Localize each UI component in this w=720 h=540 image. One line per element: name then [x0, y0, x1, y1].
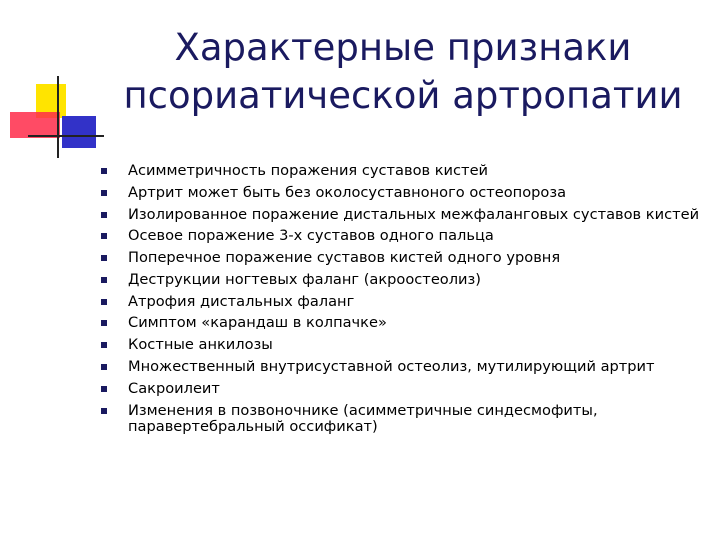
- bullet-text: Поперечное поражение суставов кистей одного уровня: [128, 249, 561, 267]
- bullet-text: Асимметричность поражения суставов кистей: [128, 162, 489, 179]
- bullet-item: [101, 337, 706, 354]
- square-bullet-icon: [101, 168, 107, 174]
- square-bullet-icon: [101, 277, 107, 283]
- square-bullet-icon: [101, 212, 107, 218]
- square-bullet-icon: [101, 408, 107, 414]
- bullet-text: Множественный внутрисуставной остеолиз, мутилирующий артрит: [128, 358, 655, 376]
- corner-decoration: [0, 0, 110, 170]
- square-bullet-icon: [101, 364, 107, 370]
- bullet-list: [101, 163, 706, 441]
- square-bullet-icon: [101, 386, 107, 392]
- square-bullet-icon: [101, 342, 107, 348]
- bullet-text: Сакроилеит: [128, 379, 220, 397]
- bullet-text: Деструкции ногтевых фаланг (акроостеолиз): [128, 270, 481, 288]
- bullet-item: [101, 228, 706, 245]
- bullet-text: Артрит может быть без околосуставноного остеопороза: [128, 183, 567, 201]
- deco-red-bar: [10, 112, 60, 138]
- bullet-text: Изолированное поражение дистальных межфаланговых суставов кистей: [128, 205, 700, 223]
- bullet-text: Симптом «карандаш в колпачке»: [128, 314, 387, 332]
- bullet-item: [101, 207, 706, 224]
- square-bullet-icon: [101, 299, 107, 305]
- title-line-1: Характерные признаки: [174, 26, 632, 69]
- square-bullet-icon: [101, 190, 107, 196]
- bullet-item: [101, 403, 706, 436]
- bullet-text: Изменения в позвоночнике (асимметричные синдесмофиты, паравертебральный оссификат): [128, 401, 598, 436]
- slide-title: [108, 24, 698, 120]
- bullet-item: [101, 294, 706, 311]
- bullet-item: [101, 359, 706, 376]
- bullet-item: [101, 163, 706, 180]
- bullet-text: Осевое поражение 3-х суставов одного пальца: [128, 227, 494, 245]
- bullet-item: [101, 315, 706, 332]
- square-bullet-icon: [101, 233, 107, 239]
- bullet-text: Атрофия дистальных фаланг: [128, 292, 355, 310]
- square-bullet-icon: [101, 320, 107, 326]
- deco-blue-square: [62, 116, 96, 148]
- title-line-2: псориатической артропатии: [123, 74, 683, 117]
- square-bullet-icon: [101, 255, 107, 261]
- bullet-text: Костные анкилозы: [128, 336, 273, 354]
- bullet-item: [101, 250, 706, 267]
- bullet-item: [101, 272, 706, 289]
- bullet-item: [101, 381, 706, 398]
- bullet-item: [101, 185, 706, 202]
